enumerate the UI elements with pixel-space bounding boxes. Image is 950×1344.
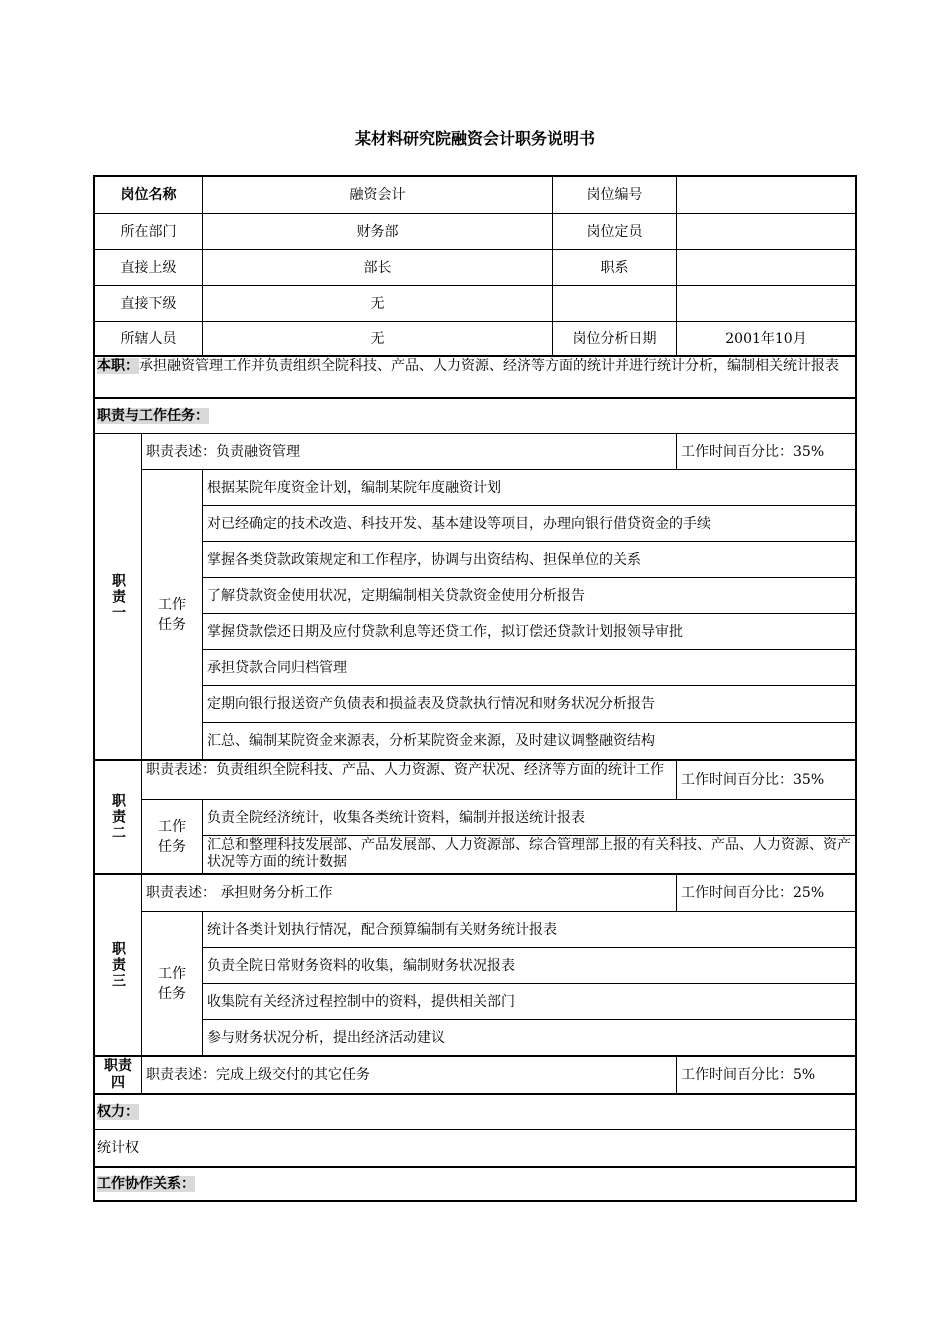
power-text: 统计权 <box>95 1129 855 1166</box>
job-description-table <box>93 175 857 1202</box>
duty3-desc: 职责表述： 承担财务分析工作 <box>142 873 677 911</box>
position-code-label: 岗位编号 <box>553 177 677 213</box>
duty4-name-text: 职责四 <box>104 1058 132 1091</box>
duty4-name <box>95 1055 142 1093</box>
duty2-task-1: 负责全院经济统计，收集各类统计资料，编制并报送统计报表 <box>203 799 855 835</box>
duty3-task-3: 收集院有关经济过程控制中的资料，提供相关部门 <box>203 983 855 1019</box>
duty1-task-label <box>142 469 203 759</box>
empty-value-cell <box>677 285 855 321</box>
position-name-value: 融资会计 <box>203 177 553 213</box>
power-header-row <box>95 1093 855 1129</box>
managed-staff-label: 所辖人员 <box>95 321 203 355</box>
duty1-task-7: 定期向银行报送资产负债表和损益表及贷款执行情况和财务状况分析报告 <box>203 685 855 722</box>
duty3-task-label <box>142 911 203 1055</box>
duty1-name <box>95 433 142 759</box>
headcount-value <box>677 213 855 249</box>
duty3-name <box>95 873 142 1055</box>
analysis-date-value: 2001年10月 <box>677 321 855 355</box>
direct-superior-label: 直接上级 <box>95 249 203 285</box>
duty1-pct: 工作时间百分比：35% <box>677 433 855 469</box>
duty2-task-label <box>142 799 203 873</box>
empty-label-cell <box>553 285 677 321</box>
analysis-date-label: 岗位分析日期 <box>553 321 677 355</box>
position-name-label: 岗位名称 <box>95 177 203 213</box>
direct-subordinate-value: 无 <box>203 285 553 321</box>
duty2-name-text: 职责二 <box>110 793 126 841</box>
duty1-desc: 职责表述：负责融资管理 <box>142 433 677 469</box>
duty4-desc: 职责表述：完成上级交付的其它任务 <box>142 1055 677 1093</box>
duty3-task-4: 参与财务状况分析，提出经济活动建议 <box>203 1019 855 1055</box>
duty1-task-label-text: 工作任务 <box>158 596 186 633</box>
core-duty-label: 本职： <box>97 358 139 374</box>
core-duty-text: 承担融资管理工作并负责组织全院科技、产品、人力资源、经济等方面的统计并进行统计分析，编制相关统计报表 <box>139 358 839 374</box>
document-title: 某材料研究院融资会计职务说明书 <box>354 129 595 148</box>
direct-subordinate-label: 直接下级 <box>95 285 203 321</box>
duty2-task-2: 汇总和整理科技发展部、产品发展部、人力资源部、综合管理部上报的有关科技、产品、人力资源、资产状况等方面的统计数据 <box>203 835 855 873</box>
core-duty-row <box>95 355 855 397</box>
duty1-task-2: 对已经确定的技术改造、科技开发、基本建设等项目，办理向银行借贷资金的手续 <box>203 505 855 541</box>
duty1-task-8: 汇总、编制某院资金来源表，分析某院资金来源，及时建议调整融资结构 <box>203 722 855 759</box>
duty3-name-text: 职责三 <box>110 941 126 989</box>
duty3-task-1: 统计各类计划执行情况，配合预算编制有关财务统计报表 <box>203 911 855 947</box>
duty1-task-3: 掌握各类贷款政策规定和工作程序，协调与出资结构、担保单位的关系 <box>203 541 855 577</box>
job-family-label: 职系 <box>553 249 677 285</box>
duties-header-row <box>95 397 855 433</box>
duty2-name <box>95 759 142 873</box>
power-label: 权力： <box>97 1104 139 1120</box>
duty1-task-1: 根据某院年度资金计划，编制某院年度融资计划 <box>203 469 855 505</box>
duty1-task-6: 承担贷款合同归档管理 <box>203 649 855 685</box>
duty3-pct: 工作时间百分比：25% <box>677 873 855 911</box>
job-family-value <box>677 249 855 285</box>
headcount-label: 岗位定员 <box>553 213 677 249</box>
duty1-task-5: 掌握贷款偿还日期及应付贷款利息等还贷工作，拟订偿还贷款计划报领导审批 <box>203 613 855 649</box>
duty3-task-label-text: 工作任务 <box>158 965 186 1002</box>
direct-superior-value: 部长 <box>203 249 553 285</box>
department-value: 财务部 <box>203 213 553 249</box>
duty2-pct: 工作时间百分比：35% <box>677 759 855 799</box>
duty1-name-text: 职责一 <box>110 572 126 621</box>
duty3-task-2: 负责全院日常财务资料的收集，编制财务状况报表 <box>203 947 855 983</box>
duty1-task-4: 了解贷款资金使用状况，定期编制相关贷款资金使用分析报告 <box>203 577 855 613</box>
duty2-desc: 职责表述：负责组织全院科技、产品、人力资源、资产状况、经济等方面的统计工作 <box>142 759 677 799</box>
managed-staff-value: 无 <box>203 321 553 355</box>
duties-header: 职责与工作任务： <box>97 408 209 424</box>
cooperation-label: 工作协作关系： <box>97 1176 195 1192</box>
cooperation-header-row <box>95 1166 855 1200</box>
duty2-task-label-text: 工作任务 <box>158 818 186 855</box>
duty4-pct: 工作时间百分比：5% <box>677 1055 855 1093</box>
position-code-value <box>677 177 855 213</box>
department-label: 所在部门 <box>95 213 203 249</box>
